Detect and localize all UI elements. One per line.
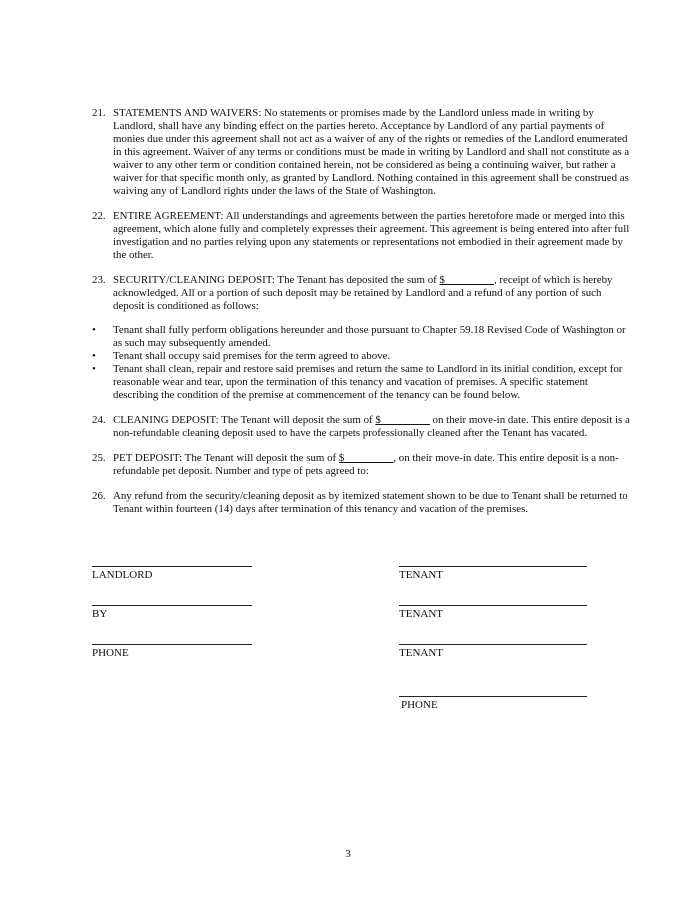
clause-25: [92, 452, 632, 478]
clause-number: 21.: [92, 107, 106, 119]
tenant-signature-line[interactable]: [399, 605, 587, 606]
clause-text: [113, 414, 632, 440]
amount-blank: $_________: [338, 452, 394, 464]
tenant-phone-line[interactable]: [399, 696, 587, 697]
by-label: BY: [92, 608, 108, 620]
clause-number: 26.: [92, 490, 106, 502]
clause-text-start: PET DEPOSIT: The Tenant will deposit the sum of: [113, 452, 339, 464]
bullet-text: Tenant shall fully perform obligations hereunder and those pursuant to Chapter 59.18 Revised Code of Washington or as such may subsequently amended.: [113, 324, 626, 349]
tenant-signature-line[interactable]: [399, 566, 587, 567]
tenant-signature-line[interactable]: [399, 644, 587, 645]
bullet-icon: •: [92, 350, 96, 362]
clauses-list: [92, 107, 632, 528]
signature-block: [92, 560, 592, 720]
landlord-label: LANDLORD: [92, 569, 153, 581]
clause-21: [92, 107, 632, 198]
clause-text-end: on their move-in date. This entire deposit is a non-refundable cleaning deposit used to have the carpets professionally cleaned after the Tenant has vacated.: [113, 414, 630, 439]
landlord-phone-line[interactable]: [92, 644, 252, 645]
clause-text: Any refund from the security/cleaning deposit as by itemized statement shown to be due to Tenant shall be returned to Tenant within fourteen (14) days after termination of this tenancy and vacation of the premises.: [113, 490, 628, 515]
clause-24: [92, 414, 632, 440]
by-signature-line[interactable]: [92, 605, 252, 606]
landlord-phone-label: PHONE: [92, 647, 129, 659]
list-item: [92, 363, 632, 402]
clause-number: 25.: [92, 452, 106, 464]
amount-blank: $_________: [439, 274, 494, 286]
clause-number: 24.: [92, 414, 106, 426]
page-number: 3: [345, 848, 351, 860]
list-item: [92, 324, 632, 350]
amount-blank: $_________: [375, 414, 430, 426]
clause-text: ENTIRE AGREEMENT: All understandings and agreements between the parties heretofore made or merged into this agreement, which alone fully and completely expresses their agreement. This agreement is being entered into after full investigation and no parties relying upon any statements or representations not embodied in their agreement made by the other.: [113, 210, 630, 261]
tenant-label: TENANT: [399, 608, 443, 620]
list-item: [92, 350, 632, 363]
clause-text: [113, 274, 632, 313]
bullet-text: Tenant shall clean, repair and restore said premises and return the same to Landlord in its initial condition, except for reasonable wear and tear, upon the termination of this tenancy and vacation of premises. A specific statement describing the condition of the premise at commencement of the tenancy can be found below.: [113, 363, 623, 401]
landlord-signature-line[interactable]: [92, 566, 252, 567]
deposit-conditions-list: [92, 324, 632, 402]
tenant-label: TENANT: [399, 647, 443, 659]
bullet-icon: •: [92, 324, 96, 336]
bullet-icon: •: [92, 363, 96, 375]
clause-text-start: CLEANING DEPOSIT: The Tenant will deposit the sum of: [113, 414, 376, 426]
tenant-label: TENANT: [399, 569, 443, 581]
clause-23: [92, 274, 632, 313]
clause-text: [113, 452, 632, 478]
clause-26: [92, 490, 632, 516]
clause-text: STATEMENTS AND WAIVERS: No statements or promises made by the Landlord unless made in writing by Landlord, shall have any binding effect on the parties hereto. Acceptance by Landlord of any partial payments of monies due under this agreement shall not act as a waiver of any of the rights or remedies of the Landlord enumerated in this agreement. Waiver of any terms or conditions must be made in writing by Landlord and shall not constitute as a waiver to any other term or condition contained herein, not be considered as being a continuing waiver, but rather a waiver for that specific month only, as granted by Landlord. Nothing contained in this agreement shall be construed as waiving any of Landlord rights under the laws of the State of Washington.: [113, 107, 630, 197]
clause-text-end: , on their move-in date. This entire deposit is a non-refundable pet deposit. Number and type of pets agreed to:: [113, 452, 619, 477]
clause-number: 22.: [92, 210, 106, 222]
tenant-phone-label: PHONE: [401, 699, 438, 711]
clause-text-start: SECURITY/CLEANING DEPOSIT: The Tenant has deposited the sum of: [113, 274, 440, 286]
clause-text-end: , receipt of which is hereby acknowledged. All or a portion of such deposit may be retained by Landlord and a refund of any portion of such deposit is conditioned as follows:: [113, 274, 613, 312]
clause-22: [92, 210, 632, 262]
clause-number: 23.: [92, 274, 106, 286]
bullet-text: Tenant shall occupy said premises for the term agreed to above.: [113, 350, 391, 362]
